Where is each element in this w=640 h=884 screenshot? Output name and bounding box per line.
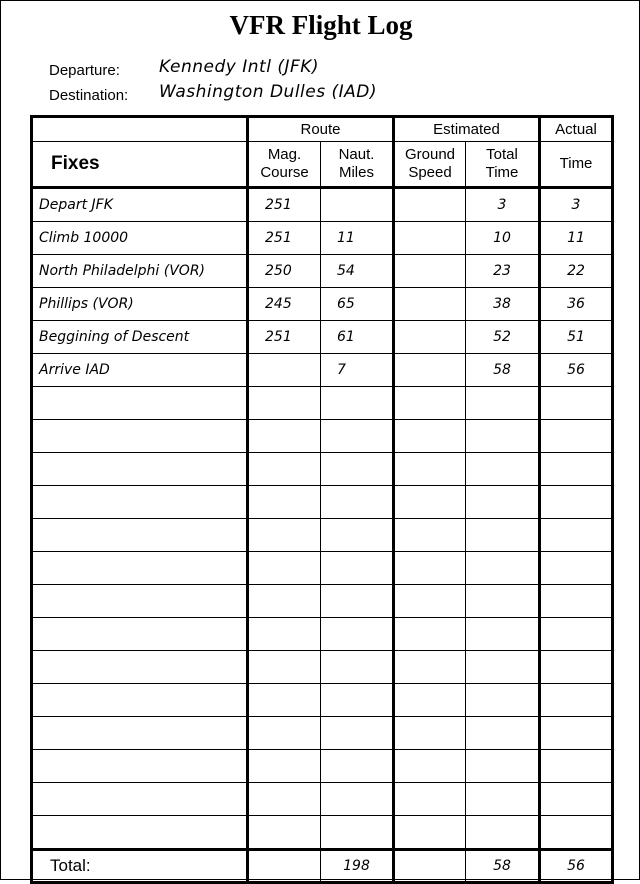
miles-cell (321, 552, 394, 585)
course-cell (248, 816, 321, 850)
departure-label: Departure: (49, 62, 120, 79)
header-naut-miles-line2: Miles (338, 164, 374, 181)
total-time-cell (466, 453, 540, 486)
flight-log-table (30, 115, 614, 884)
actual-time-cell: 56 (540, 354, 613, 387)
miles-cell: 7 (321, 354, 394, 387)
header-total-time-line1: Total (486, 146, 518, 163)
total-time-cell (466, 552, 540, 585)
fix-cell (32, 585, 248, 618)
header-mag-course-line2: Course (260, 164, 309, 181)
table-row (32, 684, 613, 717)
fix-cell (32, 420, 248, 453)
fix-cell: Phillips (VOR) (32, 288, 248, 321)
actual-time-cell (540, 552, 613, 585)
miles-cell (321, 651, 394, 684)
table-row (32, 783, 613, 816)
miles-cell (321, 188, 394, 222)
actual-time-cell (540, 486, 613, 519)
miles-cell: 11 (321, 222, 394, 255)
header-ground-speed (394, 142, 466, 188)
miles-cell (321, 684, 394, 717)
miles-cell: 65 (321, 288, 394, 321)
actual-time-cell: 3 (540, 188, 613, 222)
table-row (32, 188, 613, 222)
fix-cell (32, 651, 248, 684)
speed-cell (394, 552, 466, 585)
course-cell (248, 486, 321, 519)
table-row (32, 486, 613, 519)
header-mag-course-line1: Mag. (267, 146, 302, 163)
header-ground-speed-line2: Speed (408, 164, 452, 181)
miles-cell (321, 618, 394, 651)
header-ground-speed-line1: Ground (404, 146, 456, 163)
total-speed (394, 850, 466, 883)
speed-cell (394, 354, 466, 387)
speed-cell (394, 288, 466, 321)
table-row (32, 321, 613, 354)
total-time-cell (466, 750, 540, 783)
fix-cell (32, 750, 248, 783)
miles-cell (321, 519, 394, 552)
miles-cell: 54 (321, 255, 394, 288)
total-miles: 198 (321, 850, 394, 883)
actual-time-cell (540, 585, 613, 618)
total-time-cell (466, 684, 540, 717)
fix-cell: Arrive IAD (32, 354, 248, 387)
miles-cell: 61 (321, 321, 394, 354)
fix-cell: Beggining of Descent (32, 321, 248, 354)
table-row (32, 255, 613, 288)
miles-cell (321, 816, 394, 850)
miles-cell (321, 717, 394, 750)
table-row (32, 222, 613, 255)
actual-time-cell (540, 387, 613, 420)
header-estimated: Estimated (394, 117, 540, 142)
table-row (32, 552, 613, 585)
total-time-cell: 23 (466, 255, 540, 288)
header-naut-miles (321, 142, 394, 188)
speed-cell (394, 222, 466, 255)
total-actual: 56 (540, 850, 613, 883)
totals-row (32, 850, 613, 883)
total-time-cell (466, 387, 540, 420)
fix-cell (32, 519, 248, 552)
header-total-time (466, 142, 540, 188)
actual-time-cell (540, 717, 613, 750)
destination-value: Washington Dulles (IAD) (159, 82, 377, 102)
miles-cell (321, 453, 394, 486)
actual-time-cell (540, 519, 613, 552)
miles-cell (321, 420, 394, 453)
actual-time-cell (540, 750, 613, 783)
table-row (32, 816, 613, 850)
fix-cell: North Philadelphi (VOR) (32, 255, 248, 288)
speed-cell (394, 585, 466, 618)
course-cell (248, 552, 321, 585)
speed-cell (394, 651, 466, 684)
course-cell: 250 (248, 255, 321, 288)
table-row (32, 717, 613, 750)
course-cell (248, 717, 321, 750)
fix-cell (32, 717, 248, 750)
fix-cell (32, 783, 248, 816)
total-time-cell (466, 486, 540, 519)
actual-time-cell (540, 816, 613, 850)
course-cell: 251 (248, 321, 321, 354)
fix-cell (32, 552, 248, 585)
header-fixes: Fixes (32, 142, 248, 188)
fix-cell (32, 618, 248, 651)
fix-cell: Depart JFK (32, 188, 248, 222)
page-title: VFR Flight Log (229, 10, 413, 40)
course-cell: 245 (248, 288, 321, 321)
miles-cell (321, 486, 394, 519)
total-time-cell (466, 519, 540, 552)
departure-value: Kennedy Intl (JFK) (159, 57, 320, 77)
header-actual: Actual (540, 117, 613, 142)
speed-cell (394, 387, 466, 420)
actual-time-cell (540, 651, 613, 684)
header-route: Route (248, 117, 394, 142)
miles-cell (321, 783, 394, 816)
table-row (32, 387, 613, 420)
fix-cell: Climb 10000 (32, 222, 248, 255)
actual-time-cell: 11 (540, 222, 613, 255)
header-mag-course (248, 142, 321, 188)
header-total-time-line2: Time (485, 164, 519, 181)
actual-time-cell (540, 684, 613, 717)
course-cell (248, 783, 321, 816)
course-cell (248, 387, 321, 420)
course-cell (248, 750, 321, 783)
table-row (32, 288, 613, 321)
course-cell: 251 (248, 222, 321, 255)
fix-cell (32, 684, 248, 717)
course-cell (248, 354, 321, 387)
total-time-cell (466, 420, 540, 453)
total-time: 58 (466, 850, 540, 883)
header-blank (32, 117, 248, 142)
course-cell (248, 618, 321, 651)
actual-time-cell: 36 (540, 288, 613, 321)
actual-time-cell (540, 453, 613, 486)
course-cell (248, 585, 321, 618)
course-cell (248, 453, 321, 486)
speed-cell (394, 453, 466, 486)
total-time-cell: 52 (466, 321, 540, 354)
table-row (32, 618, 613, 651)
speed-cell (394, 717, 466, 750)
table-row (32, 519, 613, 552)
actual-time-cell: 51 (540, 321, 613, 354)
table-row (32, 651, 613, 684)
total-time-cell (466, 717, 540, 750)
actual-time-cell: 22 (540, 255, 613, 288)
total-time-cell (466, 651, 540, 684)
table-row (32, 354, 613, 387)
speed-cell (394, 188, 466, 222)
fix-cell (32, 387, 248, 420)
total-time-cell: 3 (466, 188, 540, 222)
speed-cell (394, 783, 466, 816)
header-naut-miles-line1: Naut. (338, 146, 375, 163)
speed-cell (394, 684, 466, 717)
total-label: Total: (32, 850, 248, 883)
course-cell (248, 684, 321, 717)
actual-time-cell (540, 783, 613, 816)
header-time: Time (540, 142, 613, 188)
speed-cell (394, 816, 466, 850)
log-rows (32, 188, 613, 850)
fix-cell (32, 453, 248, 486)
miles-cell (321, 750, 394, 783)
actual-time-cell (540, 420, 613, 453)
total-time-cell: 10 (466, 222, 540, 255)
course-cell (248, 420, 321, 453)
speed-cell (394, 750, 466, 783)
speed-cell (394, 486, 466, 519)
speed-cell (394, 519, 466, 552)
destination-label: Destination: (49, 87, 129, 104)
miles-cell (321, 585, 394, 618)
total-time-cell (466, 618, 540, 651)
total-time-cell (466, 783, 540, 816)
table-row (32, 585, 613, 618)
course-cell (248, 519, 321, 552)
speed-cell (394, 618, 466, 651)
total-time-cell: 58 (466, 354, 540, 387)
actual-time-cell (540, 618, 613, 651)
total-course (248, 850, 321, 883)
fix-cell (32, 486, 248, 519)
course-cell: 251 (248, 188, 321, 222)
total-time-cell (466, 816, 540, 850)
miles-cell (321, 387, 394, 420)
total-time-cell: 38 (466, 288, 540, 321)
speed-cell (394, 321, 466, 354)
table-row (32, 420, 613, 453)
total-time-cell (466, 585, 540, 618)
speed-cell (394, 420, 466, 453)
speed-cell (394, 255, 466, 288)
table-row (32, 750, 613, 783)
course-cell (248, 651, 321, 684)
table-row (32, 453, 613, 486)
fix-cell (32, 816, 248, 850)
